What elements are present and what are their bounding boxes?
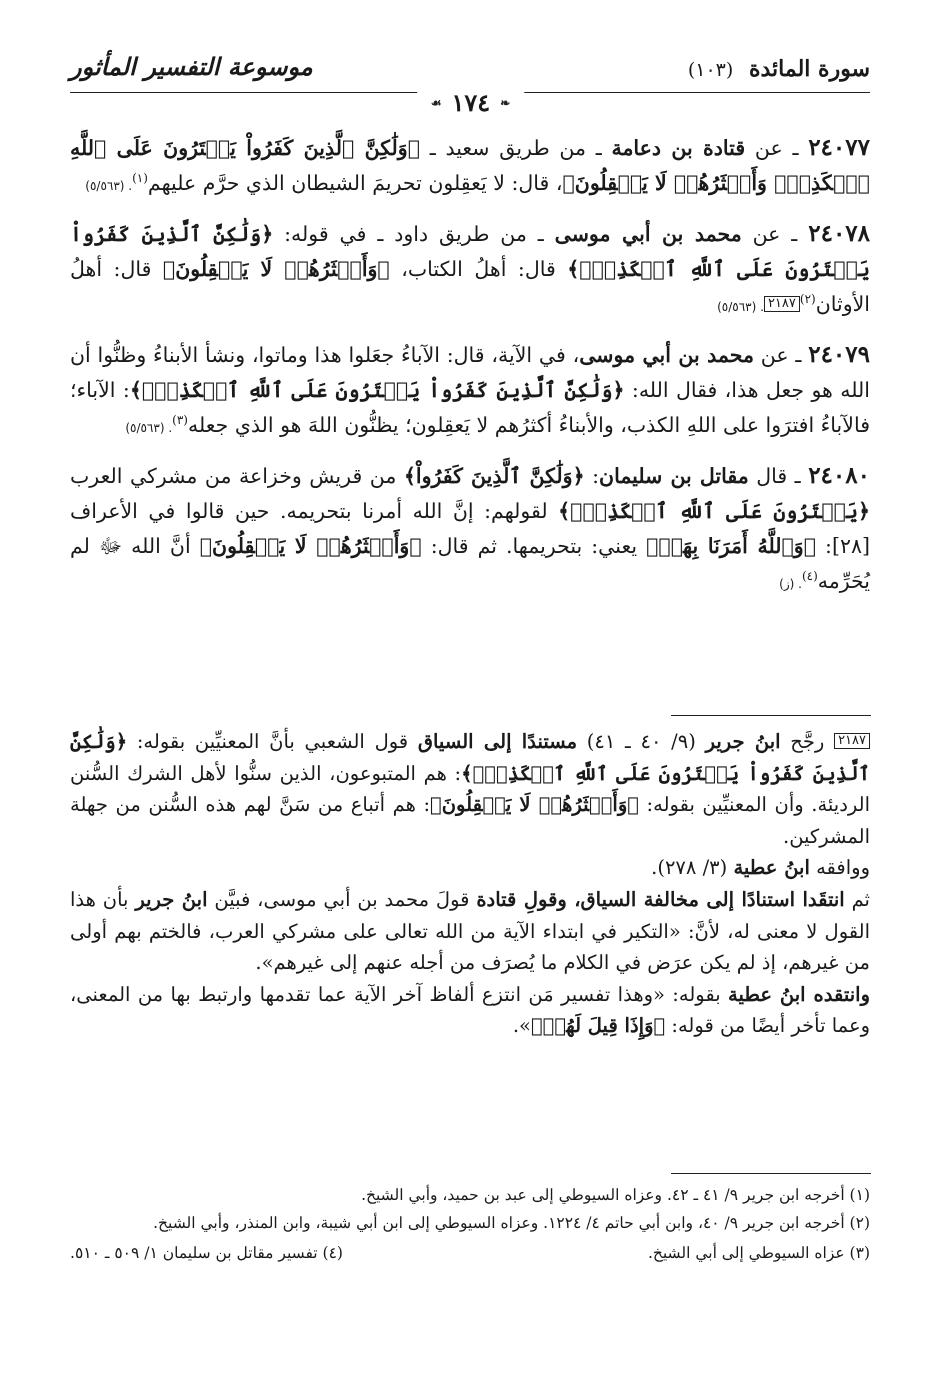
ornament-icon: ❧	[500, 95, 511, 110]
commentary-paragraph	[70, 726, 870, 852]
quran-quote: ﴿وَأَكۡثَرُهُمۡ لَا يَعۡقِلُونَ﴾	[199, 534, 422, 558]
volume-reference: . (٥/٥٦٣)	[125, 421, 173, 435]
narrator-name: محمد بن أبي موسى	[554, 222, 742, 246]
bold-phrase: مستندًا إلى السياق	[417, 730, 578, 753]
scholar-name: ابنُ عطية	[733, 856, 810, 880]
quran-quote: ﴿وَلَٰكِنَّ ٱلَّذِينَ كَفَرُواْ يَفۡتَرُونَ عَلَى ٱللَّهِ ٱلۡكَذِبَۖ﴾	[70, 730, 870, 785]
narration-number: ٢٤٠٨٠	[808, 462, 870, 489]
text-run: بقوله: «وهذا تفسير مَن انتزع ألفاظ آخر الآية عما تقدمها وارتبط بها من المعنى، وعما تأخر أيضًا من قوله:	[70, 982, 870, 1038]
text-run: : هم المتبوعون، الذين سنُّوا لأهل الشرك السُّنن الرديئة. وأن المعنيِّين بقوله:	[70, 761, 871, 817]
narrator-name: محمد بن أبي موسى	[579, 343, 754, 367]
commentary-marker[interactable]: ٢١٨٧	[834, 733, 870, 749]
quran-quote: ﴿وَلَٰكِنَّ ٱلَّذِينَ كَفَرُواْ يَفۡتَرُونَ عَلَى ٱللَّهِ ٱلۡكَذِبَۖ﴾	[70, 222, 870, 281]
commentary-marker[interactable]: ٢١٨٧	[764, 296, 800, 312]
narration-number: ٢٤٠٧٩	[808, 341, 870, 368]
commentary-paragraph	[70, 979, 870, 1042]
footnote-1: (١) أخرجه ابن جرير ٩/ ٤١ ـ ٤٢. وعزاه السيوطي إلى عبد بن حميد، وأبي الشيخ.	[361, 1186, 870, 1204]
quran-quote: ﴿وَأَكۡثَرُهُمۡ لَا يَعۡقِلُونَ﴾	[162, 257, 390, 281]
narrator-name: قتادة بن دعامة	[611, 136, 746, 160]
text-run: ـ قال	[748, 464, 801, 488]
text-run: يعني: بتحريمها. ثم قال:	[421, 534, 647, 558]
footnote-marker[interactable]: (٣)	[172, 413, 188, 428]
commentary-paragraph	[70, 852, 870, 884]
footnote-marker[interactable]: (٤)	[801, 569, 818, 584]
text-run: رجَّح	[780, 730, 835, 753]
main-text	[70, 130, 870, 614]
narrator-name: مقاتل بن سليمان	[599, 464, 749, 488]
scholar-name: ابنُ جرير	[705, 730, 781, 753]
surah-title	[688, 56, 870, 82]
text-run: ـ عن	[745, 136, 799, 160]
footnote-2: (٢) أخرجه ابن جرير ٩/ ٤٠، وابن أبي حاتم ٤/ ١٢٢٤. وعزاه السيوطي إلى ابن أبي شيبة، وابن المنذر، وأبي الشيخ.	[153, 1214, 870, 1232]
volume-reference: . (٥/٥٦٣)	[85, 179, 133, 193]
volume-reference: . (٥/٥٦٣)	[717, 300, 764, 314]
quran-quote: ﴿وَلَٰكِنَّ ٱلَّذِينَ كَفَرُواْ يَفۡتَرُونَ عَلَى ٱللَّهِ ٱلۡكَذِبَۖ﴾	[129, 378, 625, 402]
text-run: (٩/ ٤٠ ـ ٤١)	[577, 730, 706, 753]
page-number-value: ١٧٤	[451, 88, 491, 117]
text-run: قولَ محمد بن أبي موسى، فبيَّن	[207, 887, 477, 911]
narration-entry	[70, 216, 870, 325]
series-title: موسوعة التفسير المأثور	[70, 52, 313, 81]
page-number	[417, 88, 525, 117]
text-run: قال: أهلُ الأوثان	[70, 257, 870, 316]
narration-number: ٢٤٠٧٧	[808, 134, 870, 161]
quran-quote: ﴿وَٱللَّهُ أَمَرَنَا بِهَاۗ﴾	[646, 534, 816, 558]
footnote-row	[70, 1241, 870, 1265]
text-run: (٣/ ٢٧٨).	[651, 856, 734, 880]
text-run: ـ من طريق سعيد ـ	[420, 136, 612, 160]
quran-quote: ﴿وَأَكۡثَرُهُمۡ لَا يَعۡقِلُونَ﴾	[430, 793, 639, 817]
commentary-paragraph	[70, 884, 870, 979]
text-run: ، في الآية، قال: الآباءُ جعَلوا هذا وماتوا، ونشأ الأبناءُ وظنُّوا أن الله هو جعل هذا، فقال الله:	[70, 343, 871, 402]
text-run: :	[584, 464, 600, 488]
text-run: ، قال: لا يَعقِلون تحريمَ الشيطان الذي حرَّم عليهم	[147, 171, 563, 195]
text-run: قول الشعبي بأنَّ المعنيِّين بقوله:	[127, 730, 418, 753]
narration-entry	[70, 337, 870, 446]
text-run: : هم أتباع من سَنَّ لهم هذه السُّنن من جهلة المشركين.	[70, 793, 870, 848]
scholar-name: ابنُ عطية	[727, 982, 806, 1006]
surah-name: سورة المائدة	[748, 56, 870, 82]
volume-reference: . (ز)	[779, 577, 802, 591]
footnote-4: (٤) تفسير مقاتل بن سليمان ١/ ٥٠٩ ـ ٥١٠.	[70, 1244, 343, 1262]
quran-quote: ﴿وَإِذَا قِيلَ لَهُمۡ﴾	[530, 1014, 666, 1038]
quran-quote: ﴿يَفۡتَرُونَ عَلَى ٱللَّهِ ٱلۡكَذِبَۖ﴾	[558, 499, 871, 523]
footnote-separator	[671, 1173, 871, 1174]
text-run: : الآباء؛ فالآباءُ افترَوا على اللهِ الكذب، والأبناءُ أكثرُهم لا يَعقِلون؛ يظنُّون اللهَ هو الذي جعله	[70, 378, 870, 437]
footnote-marker[interactable]: (١)	[132, 171, 148, 186]
quran-quote: ﴿وَلَٰكِنَّ ٱلَّذِينَ كَفَرُواْ﴾	[403, 464, 585, 488]
text-run: بأن هذا القول لا معنى له، لأنَّ: «التكير في ابتداء الآية من الله تعالى على مشركي العرب، فالختم بهم أولى من غيرهم، إذ لم يكن عرَض في الكلام ما يُصرَف من أجله عنهم إلى غيرهم».	[70, 887, 871, 975]
bold-phrase: انتقَدا استنادًا إلى مخالفة السياق، وقولِ قتادة	[476, 887, 845, 911]
text-run: ـ من طريق داود ـ في قوله:	[273, 222, 555, 246]
text-run: ثم	[844, 887, 870, 911]
footnote-marker[interactable]: (٢)	[799, 292, 816, 307]
text-run: ـ عن	[753, 343, 802, 367]
text-run: من قريش وخزاعة من مشركي العرب	[70, 464, 404, 488]
text-run: ـ عن	[741, 222, 798, 246]
text-run: لقولهم: إنَّ الله أمرنا بتحريمه. حين قالوا في الأعراف [٢٨]:	[70, 499, 870, 558]
text-run: ووافقه	[809, 856, 870, 880]
footnotes	[70, 1183, 870, 1265]
text-run: قال: أهلُ الكتاب،	[389, 257, 568, 281]
surah-number: (١٠٣)	[687, 59, 734, 81]
quran-quote: ﴿وَلَٰكِنَّ ٱلَّذِينَ كَفَرُواْ يَفۡتَرُونَ عَلَى ٱللَّهِ ٱلۡكَذِبَۖ وَأَكۡثَرُهُمۡ لَا يَعۡقِلُونَ﴾	[70, 136, 870, 195]
narration-number: ٢٤٠٧٨	[808, 220, 871, 247]
narration-entry	[70, 130, 870, 204]
narration-entry	[70, 458, 870, 602]
commentary-section	[70, 726, 870, 1042]
footnote-3: (٣) عزاه السيوطي إلى أبي الشيخ.	[647, 1244, 870, 1262]
ornament-icon: ☙	[430, 95, 442, 110]
commentary-separator	[671, 715, 871, 716]
scholar-name: ابنُ جرير	[135, 887, 208, 911]
text-run: ».	[512, 1014, 531, 1038]
text-run: أنَّ الله ﷻ لم يُحَرِّمه	[70, 534, 870, 593]
bold-phrase: وانتقده	[805, 982, 870, 1006]
